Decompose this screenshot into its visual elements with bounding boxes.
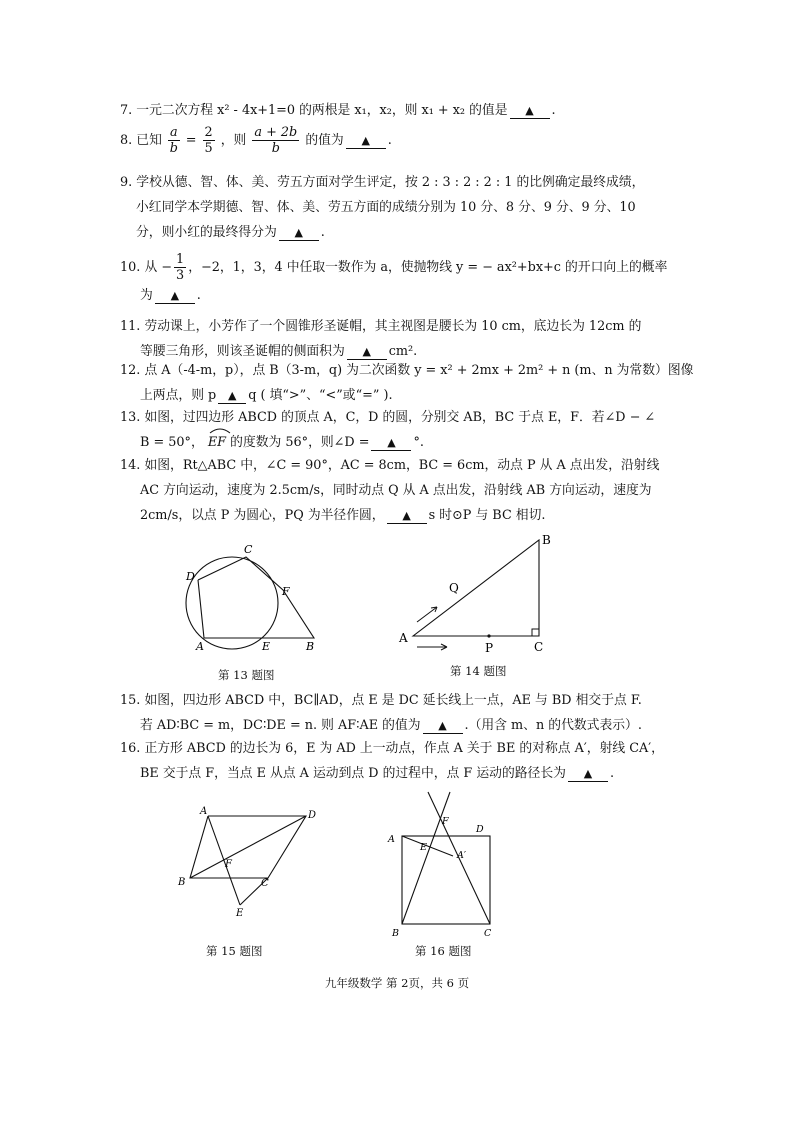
- question-text: 的度数为 56°，则∠D =: [230, 435, 370, 450]
- arc-ef-notation: [208, 430, 226, 455]
- label-C: C: [534, 640, 544, 654]
- label-C: C: [244, 543, 253, 556]
- figure-16-caption: 第 16 题图: [415, 944, 472, 958]
- figure-13-diagram: [176, 540, 326, 655]
- question-text: ，−2，1，3，4 中任取一数作为 a，使抛物线 y = − ax²+bx+c 的开口向上的概率: [188, 260, 668, 275]
- label-A: A: [196, 640, 204, 653]
- answer-blank[interactable]: [568, 767, 608, 782]
- question-text: q ( 填“>”、“<”或“=” ).: [248, 388, 393, 403]
- label-B: B: [306, 640, 315, 653]
- ray-be: [402, 792, 450, 924]
- segment-ae: [208, 816, 240, 905]
- point-P: [487, 634, 490, 637]
- question-text-end: cm².: [388, 344, 418, 359]
- question-11: [120, 314, 680, 364]
- fraction-denominator: b: [169, 141, 178, 156]
- label-D: D: [186, 570, 195, 583]
- arc-label: EF: [207, 435, 227, 450]
- fraction-numerator: a + 2b: [254, 125, 298, 140]
- label-B: B: [542, 533, 551, 547]
- question-text: 上两点，则 p: [140, 388, 217, 403]
- question-13: [120, 405, 680, 455]
- label-F: F: [282, 585, 290, 598]
- label-D: D: [308, 810, 317, 821]
- question-number: 10.: [120, 260, 141, 275]
- triangle-marker: ▲: [387, 436, 396, 449]
- question-text: 已知: [136, 133, 162, 148]
- label-D: D: [476, 824, 484, 835]
- question-text: ，则: [220, 133, 247, 148]
- question-text: 如图，过四边形 ABCD 的顶点 A，C，D 的圆，分别交 AB，BC 于点 E，F．若∠D − ∠: [144, 410, 656, 425]
- answer-blank[interactable]: [155, 289, 195, 304]
- question-12: [120, 358, 694, 408]
- triangle-marker: ▲: [170, 289, 180, 302]
- question-number: 14.: [120, 458, 141, 473]
- fraction-denominator: 5: [204, 141, 213, 156]
- question-text: 等腰三角形，则该圣诞帽的侧面积为: [140, 344, 345, 359]
- figure-15-diagram: [172, 800, 322, 925]
- question-text: 的值为: [305, 133, 344, 148]
- question-8: [120, 125, 680, 156]
- figure-14-diagram: [395, 530, 565, 660]
- answer-blank[interactable]: [371, 436, 411, 451]
- question-text: 为: [140, 288, 153, 303]
- question-number: 11.: [120, 319, 141, 334]
- fraction-numerator: a: [169, 125, 178, 140]
- answer-blank[interactable]: [387, 509, 427, 524]
- quadrilateral-abcd: [198, 557, 314, 638]
- label-E: E: [262, 640, 271, 653]
- label-A: A: [200, 806, 208, 817]
- answer-blank[interactable]: [423, 719, 463, 734]
- label-P: P: [485, 641, 494, 655]
- question-text-end: °.: [413, 435, 424, 450]
- segment-bd: [190, 816, 306, 878]
- equals-sign: =: [185, 133, 197, 148]
- label-C: C: [484, 928, 492, 939]
- question-text: 点 A（-4-m，p），点 B（3-m，q) 为二次函数 y = x² + 2mx + 2m² + n (m、n 为常数）图像: [144, 363, 694, 378]
- question-text: B = 50°，: [140, 435, 204, 450]
- answer-blank[interactable]: [279, 226, 319, 241]
- question-text: 从 −: [144, 260, 173, 275]
- fraction-numerator: 1: [176, 252, 185, 267]
- question-14: [120, 453, 680, 528]
- circle: [186, 557, 278, 649]
- question-text-line: AC 方向运动，速度为 2.5cm/s，同时动点 Q 从 A 点出发，沿射线 AB 方向运动，速度为: [140, 483, 652, 498]
- question-number: 9.: [120, 175, 133, 190]
- answer-blank[interactable]: [510, 104, 550, 119]
- question-text-end: .: [196, 288, 201, 303]
- question-text: 分，则小红的最终得分为: [136, 225, 277, 240]
- question-7: [120, 98, 680, 123]
- label-B: B: [392, 928, 399, 939]
- question-15: [120, 688, 680, 738]
- question-16: [120, 736, 680, 786]
- right-triangle-abc: [413, 540, 539, 636]
- question-text-end: .: [609, 766, 615, 781]
- triangle-marker: ▲: [294, 226, 303, 239]
- question-number: 16.: [120, 741, 141, 756]
- fraction-one-third: [174, 252, 186, 283]
- label-C: C: [261, 878, 269, 889]
- question-text: 劳动课上，小芳作了一个圆锥形圣诞帽，其主视图是腰长为 10 cm，底边长为 12cm 的: [144, 319, 642, 334]
- answer-blank[interactable]: [346, 134, 386, 149]
- figure-15-caption: 第 15 题图: [206, 944, 263, 958]
- question-text: 如图，Rt△ABC 中，∠C = 90°，AC = 8cm，BC = 6cm，动点 P 从 A 点出发，沿射线: [144, 458, 660, 473]
- page-footer: 九年级数学 第 2页，共 6 页: [324, 976, 470, 990]
- right-angle-mark: [532, 629, 539, 636]
- question-text: BE 交于点 F，当点 E 从点 A 运动到点 D 的过程中，点 F 运动的路径长为: [140, 766, 566, 781]
- figure-13-caption: 第 13 题图: [218, 668, 275, 682]
- fraction-denominator: b: [271, 141, 280, 156]
- label-F: F: [225, 859, 232, 870]
- question-number: 15.: [120, 693, 141, 708]
- answer-blank[interactable]: [218, 389, 246, 404]
- fraction-a-over-b: [168, 125, 180, 156]
- triangle-marker: ▲: [525, 104, 534, 117]
- question-9: [120, 170, 680, 245]
- fraction-denominator: 3: [176, 268, 185, 283]
- square-abcd: [402, 836, 490, 924]
- label-E: E: [236, 908, 244, 919]
- label-A: A: [399, 631, 408, 645]
- triangle-marker: ▲: [438, 719, 447, 732]
- triangle-marker: ▲: [228, 389, 237, 402]
- figure-14-caption: 第 14 题图: [450, 664, 507, 678]
- question-number: 12.: [120, 363, 141, 378]
- label-F: F: [442, 816, 449, 827]
- question-number: 7.: [120, 103, 133, 118]
- question-text-end: .: [387, 133, 392, 148]
- question-10: [120, 252, 680, 308]
- triangle-marker: ▲: [402, 509, 411, 522]
- label-B: B: [178, 877, 186, 888]
- fraction-2-over-5: [203, 125, 215, 156]
- question-text-end: .: [320, 225, 325, 240]
- fraction-numerator: 2: [204, 125, 213, 140]
- question-number: 8.: [120, 133, 133, 148]
- arc-symbol-icon: [208, 427, 232, 434]
- question-text: 如图，四边形 ABCD 中，BC∥AD，点 E 是 DC 延长线上一点，AE 与 BD 相交于点 F.: [144, 693, 642, 708]
- question-text: 若 AD∶BC = m，DC∶DE = n. 则 AF∶AE 的值为: [140, 718, 421, 733]
- question-text: 正方形 ABCD 的边长为 6，E 为 AD 上一动点，作点 A 关于 BE 的对称点 A′，射线 CA′，: [144, 741, 664, 756]
- question-text: 2cm/s，以点 P 为圆心，PQ 为半径作圆，: [140, 508, 385, 523]
- question-text: 学校从德、智、体、美、劳五方面对学生评定，按 2 : 3 : 2 : 2 : 1 的比例确定最终成绩，: [136, 175, 645, 190]
- fraction-expression: [252, 125, 299, 156]
- label-A-prime: A′: [457, 850, 467, 861]
- question-text: 一元二次方程 x² - 4x+1=0 的两根是 x₁，x₂，则 x₁ + x₂ 的值是: [136, 103, 508, 118]
- question-text-line: 小红同学本学期德、智、体、美、劳五方面的成绩分别为 10 分、8 分、9 分、9 分、10: [136, 200, 636, 215]
- figure-16-diagram: [380, 790, 510, 940]
- question-text: s 时⊙P 与 BC 相切.: [428, 508, 546, 523]
- question-number: 13.: [120, 410, 141, 425]
- question-text-end: .: [551, 103, 556, 118]
- label-E: E: [420, 842, 427, 853]
- label-A: A: [388, 834, 395, 845]
- question-text: .（用含 m、n 的代数式表示）.: [464, 718, 642, 733]
- triangle-marker: ▲: [361, 134, 370, 147]
- label-Q: Q: [449, 581, 459, 595]
- triangle-marker: ▲: [583, 767, 593, 780]
- triangle-marker: ▲: [362, 345, 371, 358]
